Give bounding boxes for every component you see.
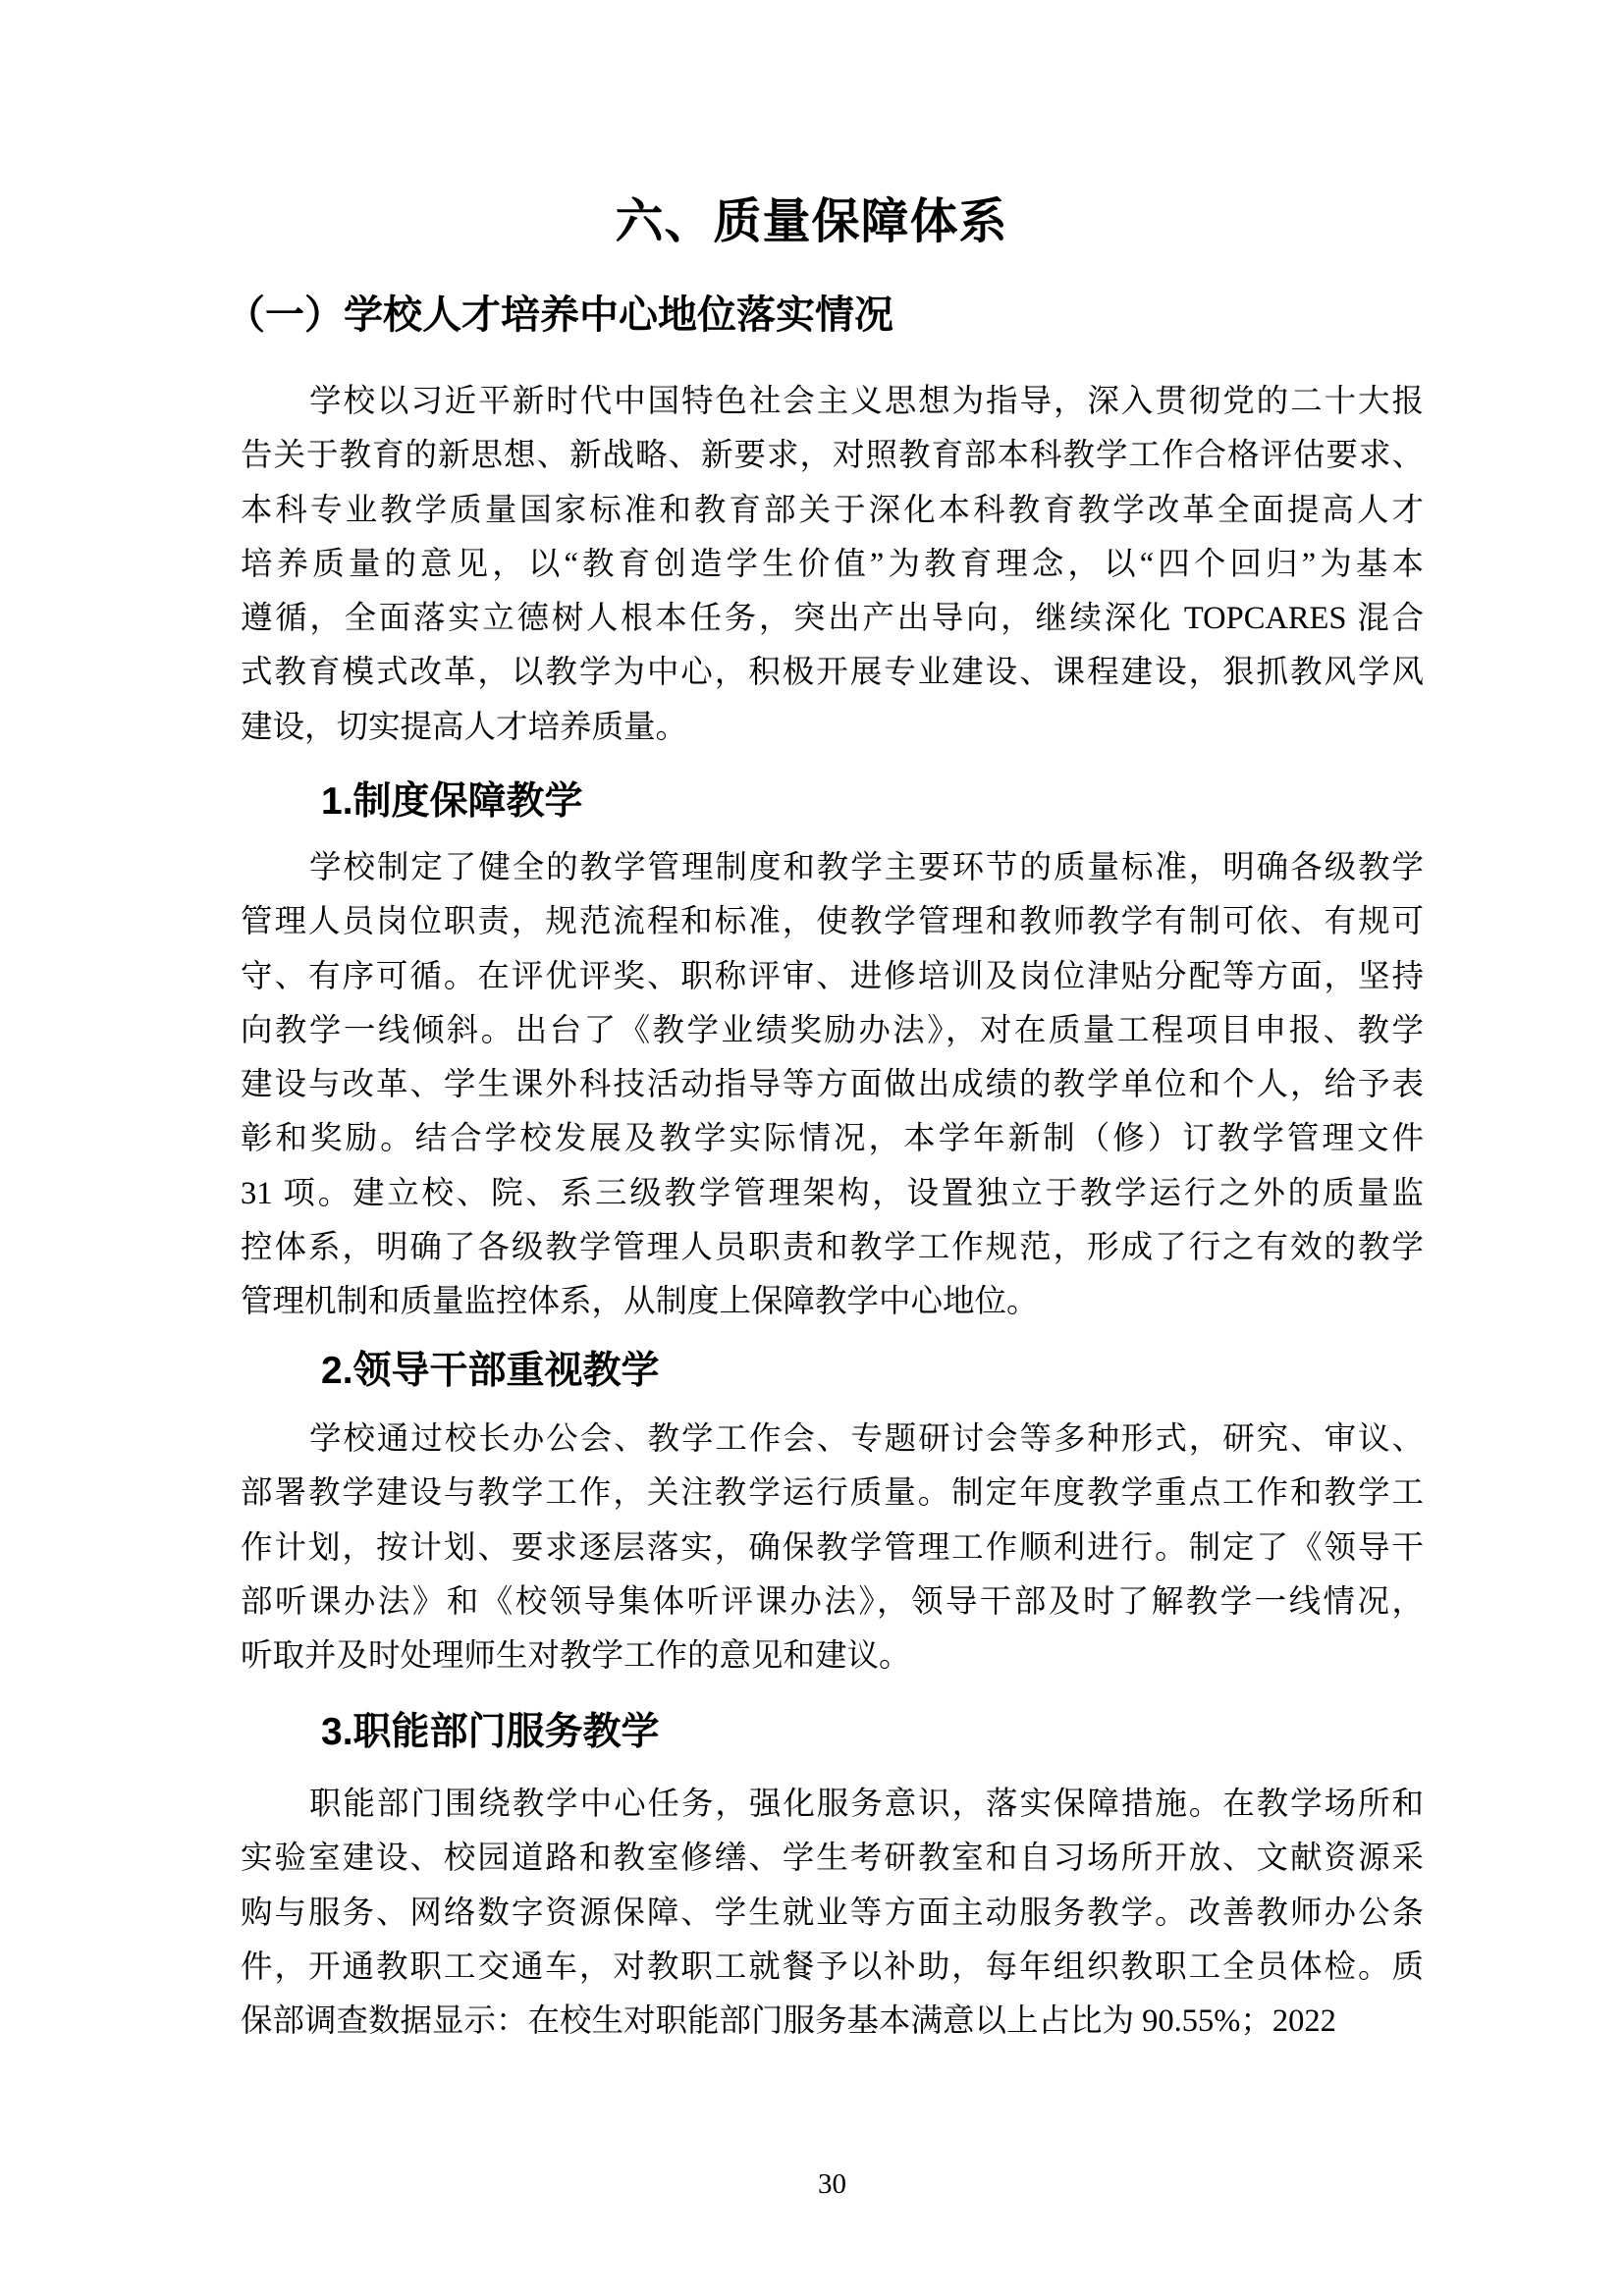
paragraph-line: 职能部门围绕教学中心任务，强化服务意识，落实保障措施。在教学场所和 (309, 1787, 1424, 1822)
paragraph-line: 作计划，按计划、要求逐层落实，确保教学管理工作顺利进行。制定了《领导干 (241, 1529, 1424, 1566)
intro-paragraph (241, 375, 1424, 755)
paragraph-line: 学校通过校长办公会、教学工作会、专题研讨会等多种形式，研究、审议、 (309, 1421, 1424, 1457)
paragraph-line: 守、有序可循。在评优评奖、职称评审、进修培训及岗位津贴分配等方面，坚持 (241, 958, 1424, 994)
section-heading: （一）学校人才培养中心地位落实情况 (226, 294, 893, 337)
paragraph-line: 彰和奖励。结合学校发展及教学实际情况，本学年新制（修）订教学管理文件 (241, 1121, 1424, 1157)
paragraph-line: 听取并及时处理师生对教学工作的意见和建议。 (241, 1638, 911, 1675)
subsection-2-paragraph (241, 1413, 1424, 1683)
paragraph-line: 部署教学建设与教学工作，关注教学运行质量。制定年度教学重点工作和教学工 (241, 1475, 1424, 1512)
subsection-heading-3: 3.职能部门服务教学 (321, 1711, 660, 1753)
paragraph-line: 建设，切实提高人才培养质量。 (241, 709, 688, 745)
paragraph-line: 遵循，全面落实立德树人根本任务，突出产出导向，继续深化 TOPCARES 混合 (241, 601, 1424, 637)
paragraph-line: 部听课办法》和《校领导集体听评课办法》，领导干部及时了解教学一线情况， (241, 1583, 1424, 1620)
paragraph-line: 购与服务、网络数字资源保障、学生就业等方面主动服务教学。改善教师办公条 (241, 1895, 1424, 1931)
paragraph-line: 控体系，明确了各级教学管理人员职责和教学工作规范，形成了行之有效的教学 (241, 1230, 1424, 1266)
paragraph-line: 件，开通教职工交通车，对教职工就餐予以补助，每年组织教职工全员体检。质 (241, 1949, 1424, 1985)
paragraph-line: 保部调查数据显示：在校生对职能部门服务基本满意以上占比为 90.55%；2022 (241, 2003, 1336, 2040)
paragraph-line: 管理人员岗位职责，规范流程和标准，使教学管理和教师教学有制可依、有规可 (241, 904, 1424, 940)
page-number: 30 (818, 2168, 846, 2200)
subsection-heading-2: 2.领导干部重视教学 (321, 1350, 660, 1392)
subsection-1-paragraph (241, 841, 1424, 1330)
paragraph-line: 告关于教育的新思想、新战略、新要求，对照教育部本科教学工作合格评估要求、 (241, 438, 1424, 474)
paragraph-line: 向教学一线倾斜。出台了《教学业绩奖励办法》，对在质量工程项目申报、教学 (241, 1012, 1424, 1048)
paragraph-line: 31 项。建立校、院、系三级教学管理架构，设置独立于教学运行之外的质量监 (241, 1175, 1424, 1211)
paragraph-line: 学校以习近平新时代中国特色社会主义思想为指导，深入贯彻党的二十大报 (309, 384, 1424, 419)
paragraph-line: 建设与改革、学生课外科技活动指导等方面做出成绩的教学单位和个人，给予表 (241, 1067, 1424, 1103)
paragraph-line: 实验室建设、校园道路和教室修缮、学生考研教室和自习场所开放、文献资源采 (241, 1841, 1424, 1877)
subsection-3-paragraph (241, 1778, 1424, 2049)
subsection-heading-1: 1.制度保障教学 (321, 780, 583, 823)
paragraph-line: 式教育模式改革，以教学为中心，积极开展专业建设、课程建设，狠抓教风学风 (241, 655, 1424, 691)
paragraph-line: 学校制定了健全的教学管理制度和教学主要环节的质量标准，明确各级教学 (309, 850, 1424, 885)
paragraph-line: 本科专业教学质量国家标准和教育部关于深化本科教育教学改革全面提高人才 (241, 492, 1424, 528)
paragraph-line: 管理机制和质量监控体系，从制度上保障教学中心地位。 (241, 1284, 1039, 1320)
paragraph-line: 培养质量的意见，以“教育创造学生价值”为教育理念，以“四个回归”为基本 (241, 546, 1424, 582)
page-title: 六、质量保障体系 (615, 195, 1008, 248)
